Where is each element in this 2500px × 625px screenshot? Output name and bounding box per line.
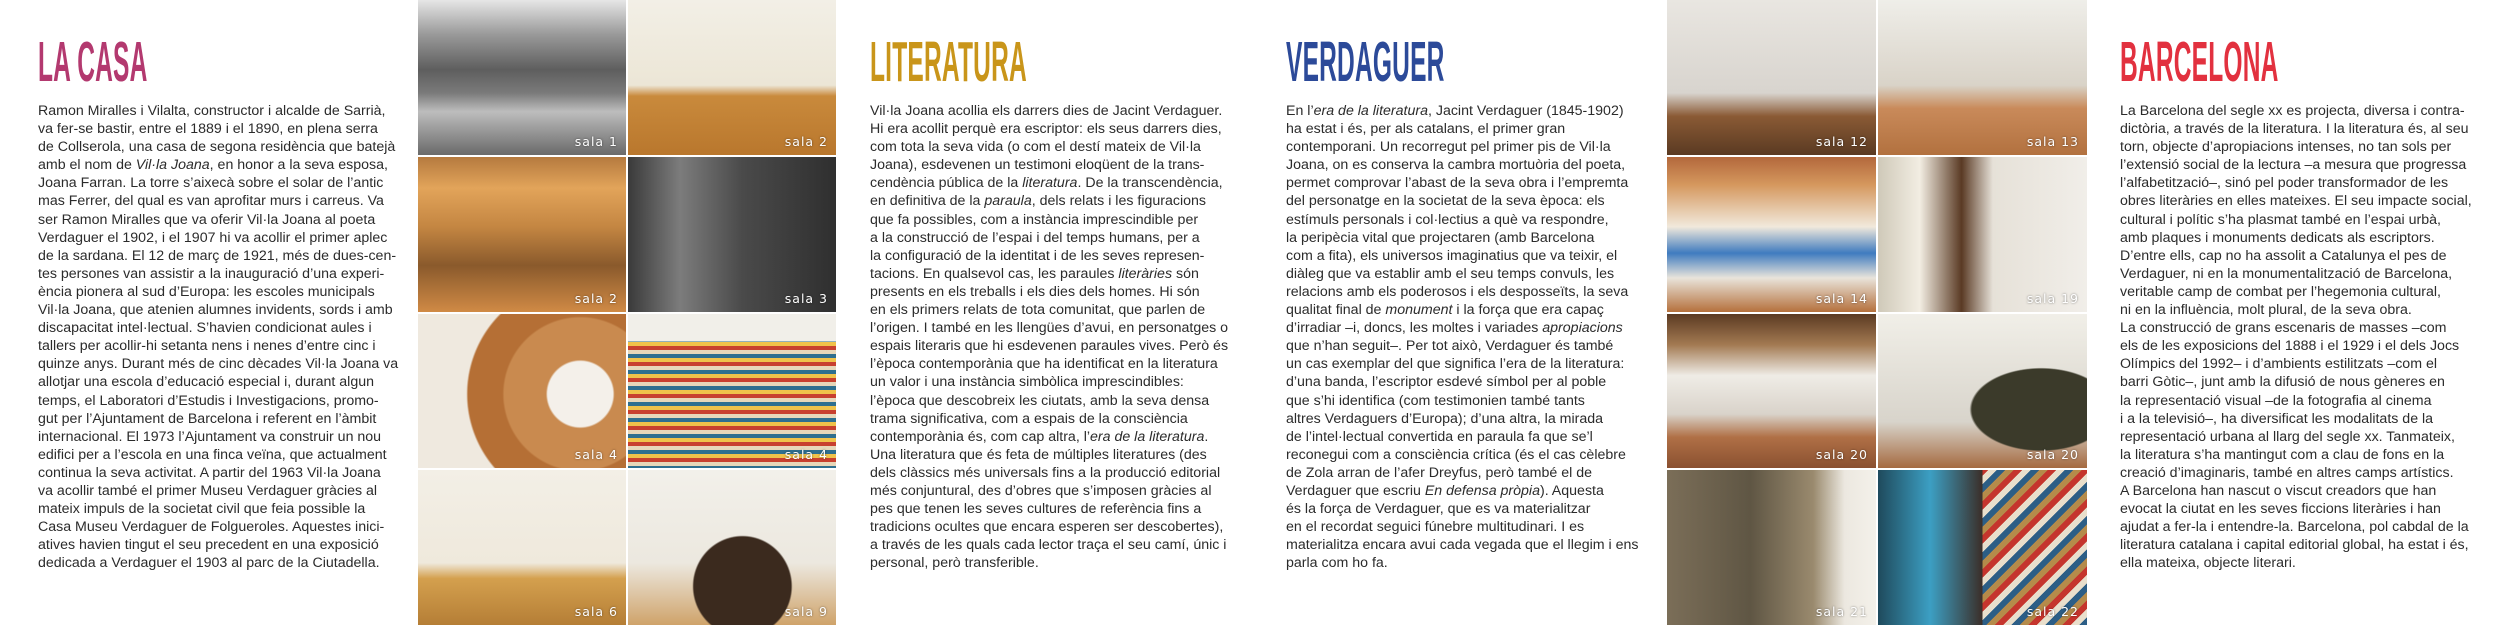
photo-caption: sala 4: [784, 447, 828, 463]
text-segment: obres literàries en elles mateixes. El seu impacte social,: [2120, 193, 2472, 210]
text-segment: tallers per acollir-hi setanta nens i nenes d’entre cinc i: [38, 338, 376, 355]
text-line: [870, 518, 1228, 536]
section-barcelona: [2120, 0, 2495, 625]
section-body: [38, 102, 398, 572]
text-line: [870, 192, 1228, 210]
text-line: [1286, 319, 1639, 337]
photo-caption: sala 22: [2026, 604, 2079, 619]
photo: [628, 470, 836, 625]
photo: [1878, 157, 2087, 312]
photo-caption: sala 12: [1815, 133, 1868, 149]
text-line: [870, 120, 1228, 138]
photo-caption: sala 14: [1815, 290, 1868, 306]
photo: [1878, 0, 2087, 155]
text-segment: quinze anys. Durant més de cinc dècades Vil·la Joana va: [38, 356, 399, 373]
photo-caption: sala 4: [574, 447, 618, 463]
text-line: [2120, 229, 2472, 247]
text-segment: tes persones van assistir a la inauguració d’una experi-: [38, 265, 385, 282]
text-segment: pes que tenen les seves cultures de referència fins a: [870, 501, 1202, 518]
text-segment: en definitiva de la: [870, 193, 985, 210]
text-segment: Olímpics del 1992– i d’ambients estilitzats –com el: [2120, 356, 2437, 373]
text-segment: .: [1204, 428, 1209, 445]
text-segment: A Barcelona han nascut o viscut creadors que han: [2120, 482, 2437, 499]
text-line: [870, 536, 1228, 554]
text-segment: ). Aquesta: [1539, 482, 1604, 499]
text-segment: parla com ho fa.: [1286, 555, 1388, 572]
text-segment: Verdaguer, ni en la monumentalització de Barcelona,: [2120, 265, 2453, 282]
text-line: [1286, 102, 1639, 120]
photo-caption: sala 2: [784, 133, 828, 149]
text-segment: atives havien tingut el seu precedent en una exposició: [38, 537, 379, 554]
text-line: [1286, 283, 1639, 301]
text-line: [2120, 536, 2472, 554]
text-line: [1286, 247, 1639, 265]
photo-caption: sala 2: [574, 290, 618, 306]
text-line: [870, 211, 1228, 229]
text-segment: que s’hi identifica (com testimonien també tants: [1286, 392, 1585, 409]
photo: [1878, 314, 2087, 469]
text-segment: l’origen. I també en les llengües d’avui, en personatges o: [870, 320, 1229, 337]
text-line: [870, 138, 1228, 156]
text-line: [2120, 337, 2472, 355]
text-segment: temps, el Laboratori d’Estudis i Investigacions, promo-: [38, 392, 379, 409]
text-line: [2120, 428, 2472, 446]
italic-text: literatura: [1022, 175, 1078, 192]
text-line: [2120, 102, 2472, 120]
text-line: [870, 392, 1228, 410]
text-segment: d’irradiar –i, doncs, les moltes i variades: [1286, 320, 1543, 337]
text-segment: dels clàssics més universals fins a la producció editorial: [870, 464, 1221, 481]
text-line: [38, 301, 398, 319]
text-segment: Verdaguer que escriu: [1286, 482, 1425, 499]
text-segment: , Jacint Verdaguer (1845-1902): [1427, 103, 1624, 119]
text-line: [38, 229, 398, 247]
text-line: [38, 265, 398, 283]
photo: [1667, 314, 1876, 469]
photo-grid-right: [1667, 0, 2087, 625]
text-segment: evocat la ciutat en les seves ficcions literàries i han: [2120, 501, 2441, 518]
text-line: [1286, 410, 1639, 428]
photo: [418, 470, 626, 625]
photo-grid-left: [418, 0, 836, 625]
text-line: [38, 500, 398, 518]
text-segment: gut per l’Ajuntament de Barcelona i referent en l’àmbit: [38, 410, 377, 427]
text-line: [38, 102, 398, 120]
photo-caption: sala 9: [784, 604, 828, 619]
text-segment: diàleg que va establir amb el seu temps convuls, les: [1286, 265, 1615, 282]
text-line: [2120, 301, 2472, 319]
text-segment: , en honor a la seva esposa,: [209, 157, 388, 174]
text-segment: del personatge en la societat de la seva època: els: [1286, 193, 1605, 210]
text-segment: Joana, on es conserva la cambra mortuòria del poeta,: [1286, 157, 1626, 174]
text-line: [2120, 265, 2472, 283]
text-line: [1286, 337, 1639, 355]
text-line: [1286, 373, 1639, 391]
text-line: [870, 464, 1228, 482]
text-line: [2120, 554, 2472, 572]
text-line: [38, 446, 398, 464]
text-segment: els de les exposicions del 1888 i el 1929 i el dels Jocs: [2120, 338, 2460, 355]
text-line: [2120, 120, 2472, 138]
text-segment: cultural i polític s’ha plasmat també en l’espai urbà,: [2120, 211, 2441, 228]
text-line: [38, 192, 398, 210]
text-segment: D’entre ells, cap no ha assolit a Catalunya el pes de: [2120, 247, 2447, 264]
text-line: [1286, 446, 1639, 464]
text-line: [38, 319, 398, 337]
text-line: [2120, 500, 2472, 518]
text-segment: que fa possibles, com a instància imprescindible per: [870, 211, 1199, 228]
text-segment: amb el nom de: [38, 157, 136, 174]
text-segment: amb plaques i monuments dedicats als escriptors.: [2120, 229, 2435, 246]
text-line: [870, 373, 1228, 391]
text-line: [38, 392, 398, 410]
text-segment: ha estat i és, per als catalans, el primer gran: [1286, 121, 1566, 138]
text-segment: ella mateixa, objecte literari.: [2120, 555, 2296, 572]
text-segment: permet comprovar l’abast de la seva obra i l’empremta: [1286, 175, 1629, 192]
text-segment: En l’: [1286, 103, 1314, 119]
text-segment: Ramon Miralles i Vilalta, constructor i alcalde de Sarrià,: [38, 103, 386, 119]
text-line: [1286, 482, 1639, 500]
text-segment: edifici per a l’escola en una finca veïna, que actualment: [38, 446, 387, 463]
text-segment: Joana Farran. La torre s’aixecà sobre el solar de l’antic: [38, 175, 384, 192]
text-segment: i a la televisió–, ha diversificat les modalitats de la: [2120, 410, 2434, 427]
section-verdaguer: [1286, 0, 1656, 625]
text-segment: presents en els treballs i els dies dels homes. Hi són: [870, 283, 1200, 300]
text-line: [38, 120, 398, 138]
text-segment: qualitat final de: [1286, 302, 1386, 319]
text-segment: tacions. En qualsevol cas, les paraules: [870, 265, 1119, 282]
text-segment: representació urbana al llarg del segle xx. Tanmateix,: [2120, 428, 2455, 445]
text-segment: Vil·la Joana, que atenien alumnes invidents, sords i amb: [38, 302, 393, 319]
text-segment: altres Verdaguers d’Europa); d’una altra, la mirada: [1286, 410, 1604, 427]
text-segment: personal, però transferible.: [870, 555, 1039, 572]
text-line: [2120, 410, 2472, 428]
text-line: [1286, 192, 1639, 210]
text-line: [38, 211, 398, 229]
text-line: [870, 174, 1228, 192]
photo-caption: sala 20: [1815, 447, 1868, 463]
text-segment: un cas exemplar del que significa l’era de la literatura:: [1286, 356, 1625, 373]
photo: [628, 157, 836, 312]
text-segment: cendència pública de la: [870, 175, 1023, 192]
text-line: [2120, 482, 2472, 500]
text-segment: dedicada a Verdaguer el 1903 al parc de la Ciutadella.: [38, 555, 380, 572]
italic-text: paraula: [984, 193, 1032, 210]
text-segment: ajudat a fer-la i entendre-la. Barcelona, pol cabdal de la: [2120, 519, 2469, 536]
text-segment: discapacitat intel·lectual. S’havien condicionat aules i: [38, 320, 372, 337]
photo: [1667, 157, 1876, 312]
text-segment: de l’intel·lectual convertida en paraula fa que se’l: [1286, 428, 1593, 445]
text-segment: contemporània és, com cap altra, l’: [870, 428, 1091, 445]
text-line: [870, 319, 1228, 337]
text-line: [1286, 428, 1639, 446]
section-title: VERDAGUER: [1286, 30, 1445, 94]
text-segment: ni en la influència, molt plural, de la seva obra.: [2120, 302, 2412, 319]
text-line: [38, 337, 398, 355]
text-line: [1286, 536, 1639, 554]
text-segment: va fer-se bastir, entre el 1889 i el 1890, en plena serra: [38, 121, 378, 138]
text-segment: més conjuntural, des d’obres que s’imposen gràcies al: [870, 482, 1212, 499]
text-line: [38, 156, 398, 174]
italic-text: monument: [1385, 302, 1453, 319]
text-line: [38, 355, 398, 373]
text-segment: continua la seva activitat. A partir del 1963 Vil·la Joana: [38, 464, 381, 481]
text-line: [2120, 464, 2472, 482]
section-body: [870, 102, 1228, 572]
text-segment: d’una banda, l’escriptor esdevé símbol per al poble: [1286, 374, 1607, 391]
text-segment: de Collserola, una casa de segona residència que batejà: [38, 139, 396, 156]
text-segment: Joana), esdevenen un testimoni eloqüent de la trans-: [870, 157, 1205, 174]
text-line: [38, 174, 398, 192]
text-line: [38, 482, 398, 500]
text-line: [2120, 392, 2472, 410]
text-line: [38, 247, 398, 265]
text-line: [1286, 265, 1639, 283]
text-segment: mas Ferrer, del qual es van aprofitar murs i carreus. Va: [38, 193, 384, 210]
italic-text: era de la literatura: [1313, 103, 1428, 119]
text-segment: l’extensió social de la lectura –a mesura que progressa: [2120, 157, 2467, 174]
text-segment: internacional. El 1973 l’Ajuntament va construir un nou: [38, 428, 382, 445]
text-segment: . De la transcendència,: [1077, 175, 1223, 192]
text-line: [1286, 301, 1639, 319]
text-line: [1286, 174, 1639, 192]
text-segment: a través de les quals cada lector traça el seu camí, únic i: [870, 537, 1227, 554]
text-line: [870, 446, 1228, 464]
text-line: [1286, 211, 1639, 229]
text-segment: reconegui com a consciència crítica (és el cas cèlebre: [1286, 446, 1626, 463]
text-line: [870, 428, 1228, 446]
text-line: [1286, 355, 1639, 373]
text-line: [1286, 500, 1639, 518]
text-segment: mateix impuls de la societat civil que feia possible la: [38, 501, 366, 518]
text-segment: la literatura s’ha mantingut com a clau de fons en la: [2120, 446, 2445, 463]
text-segment: torn, objecte d’apropiacions intenses, no tan sols per: [2120, 139, 2452, 156]
text-segment: Una literatura que és feta de múltiples literatures (des: [870, 446, 1207, 463]
text-line: [38, 138, 398, 156]
text-line: [2120, 156, 2472, 174]
text-segment: creació d’imaginaris, també en altres camps artístics.: [2120, 464, 2454, 481]
text-line: [1286, 392, 1639, 410]
text-segment: Hi era acollit perquè era escriptor: els seus darrers dies,: [870, 121, 1222, 138]
text-line: [38, 428, 398, 446]
text-line: [870, 482, 1228, 500]
text-line: [1286, 156, 1639, 174]
text-segment: espais literaris que hi esdevenen paraules vives. Però és: [870, 338, 1229, 355]
photo-caption: sala 20: [2026, 447, 2079, 463]
photo-caption: sala 6: [574, 604, 618, 619]
text-line: [870, 410, 1228, 428]
text-segment: va acollir també el primer Museu Verdaguer gràcies al: [38, 482, 378, 499]
text-segment: allotjar una escola d’educació especial i, durant algun: [38, 374, 374, 391]
text-line: [870, 301, 1228, 319]
text-segment: són: [1172, 265, 1199, 282]
text-segment: ència pionera al sud d’Europa: les escoles municipals: [38, 283, 375, 300]
text-line: [38, 536, 398, 554]
text-line: [870, 156, 1228, 174]
text-line: [870, 337, 1228, 355]
text-segment: l’època que descobreix les ciutats, amb la seva densa: [870, 392, 1210, 409]
text-line: [2120, 211, 2472, 229]
photo: [628, 0, 836, 155]
text-line: [1286, 120, 1639, 138]
text-line: [2120, 192, 2472, 210]
text-line: [38, 518, 398, 536]
text-line: [870, 355, 1228, 373]
text-segment: trama significativa, com a espais de la consciència: [870, 410, 1188, 427]
text-segment: estímuls personals i col·lectius a què va respondre,: [1286, 211, 1609, 228]
text-line: [1286, 229, 1639, 247]
text-segment: en els primers relats de tota comunitat, que parlen de: [870, 302, 1206, 319]
text-line: [2120, 138, 2472, 156]
text-line: [1286, 518, 1639, 536]
text-segment: com a fita), els universos imaginatius que va teixir, el: [1286, 247, 1618, 264]
section-body: [1286, 102, 1639, 572]
italic-text: Vil·la Joana: [135, 157, 210, 174]
text-segment: de la sardana. El 12 de març de 1921, més de dues-cen-: [38, 247, 397, 264]
text-segment: com tota la seva vida (o com el destí mateix de Vil·la: [870, 139, 1201, 156]
text-line: [870, 283, 1228, 301]
photo: [1878, 470, 2087, 625]
text-segment: que n’han seguit–. Per tot això, Verdaguer és també: [1286, 338, 1614, 355]
text-segment: , dels relats i les figuracions: [1031, 193, 1206, 210]
text-segment: Casa Museu Verdaguer de Folgueroles. Aquestes inici-: [38, 519, 385, 536]
text-segment: materialitza encara avui cada vegada que el llegim i ens: [1286, 537, 1639, 554]
text-segment: Verdaguer el 1902, i el 1907 hi va acollir el primer aplec: [38, 229, 388, 246]
photo: [628, 314, 836, 469]
text-line: [870, 265, 1228, 283]
photo-caption: sala 1: [574, 133, 618, 149]
text-segment: és la força de Verdaguer, que es va materialitzar: [1286, 501, 1591, 518]
text-line: [2120, 319, 2472, 337]
text-segment: l’alfabetització–, sinó pel poder transformador de les: [2120, 175, 2449, 192]
text-line: [2120, 518, 2472, 536]
photo-caption: sala 13: [2026, 133, 2079, 149]
text-segment: i la força que era capaç: [1452, 302, 1604, 319]
text-line: [2120, 373, 2472, 391]
photo-caption: sala 3: [784, 290, 828, 306]
section-title: BARCELONA: [2120, 30, 2279, 94]
photo: [1667, 0, 1876, 155]
text-line: [1286, 464, 1639, 482]
text-segment: Vil·la Joana acollia els darrers dies de Jacint Verdaguer.: [870, 103, 1223, 119]
text-segment: barri Gòtic–, junt amb la difusió de nous gèneres en: [2120, 374, 2445, 391]
text-segment: en el recordat seguici fúnebre multitudinari. I es: [1286, 519, 1585, 536]
italic-text: apropiacions: [1542, 320, 1623, 337]
text-segment: de Zola arran de l’afer Dreyfus, però també el de: [1286, 464, 1592, 481]
text-segment: literatura catalana i capital editorial global, ha estat i és,: [2120, 537, 2469, 554]
text-line: [2120, 247, 2472, 265]
text-line: [2120, 174, 2472, 192]
text-segment: La Barcelona del segle xx es projecta, diversa i contra-: [2120, 103, 2465, 119]
photo: [418, 314, 626, 469]
section-title: LITERATURA: [870, 30, 1027, 94]
text-segment: La construcció de grans escenaris de masses –com: [2120, 320, 2447, 337]
italic-text: En defensa pròpia: [1424, 482, 1540, 499]
photo: [1667, 470, 1876, 625]
text-line: [1286, 138, 1639, 156]
text-line: [870, 102, 1228, 120]
text-line: [38, 464, 398, 482]
italic-text: era de la literatura: [1090, 428, 1205, 445]
italic-text: literàries: [1118, 265, 1173, 282]
section-literatura: [870, 0, 1270, 625]
text-segment: la representació visual –de la fotografia al cinema: [2120, 392, 2432, 409]
text-line: [2120, 355, 2472, 373]
text-segment: la configuració de la identitat i de les seves represen-: [870, 247, 1205, 264]
photo-caption: sala 19: [2026, 290, 2079, 306]
text-line: [38, 410, 398, 428]
photo: [418, 157, 626, 312]
text-segment: contemporani. Un recorregut pel primer pis de Vil·la: [1286, 139, 1611, 156]
section-title: LA CASA: [38, 30, 148, 94]
photo-caption: sala 21: [1815, 604, 1868, 619]
text-segment: tradicions ocultes que encara esperen ser descobertes),: [870, 519, 1224, 536]
text-segment: la peripècia vital que projectaren (amb Barcelona: [1286, 229, 1595, 246]
text-segment: a la construcció de l’espai i del temps humans, per a: [870, 229, 1200, 246]
text-line: [870, 229, 1228, 247]
photo: [418, 0, 626, 155]
text-line: [2120, 446, 2472, 464]
text-line: [38, 283, 398, 301]
text-line: [38, 373, 398, 391]
text-segment: veritable camp de combat per l’hegemonia cultural,: [2120, 283, 2441, 300]
text-line: [1286, 554, 1639, 572]
section-la-casa: [38, 0, 408, 625]
text-line: [870, 554, 1228, 572]
text-segment: ser Ramon Miralles que va oferir Vil·la Joana al poeta: [38, 211, 376, 228]
text-line: [2120, 283, 2472, 301]
text-segment: l’època contemporània que ha identificat en la literatura: [870, 356, 1218, 373]
text-line: [870, 500, 1228, 518]
text-segment: dictòria, a través de la literatura. I la literatura és, al seu: [2120, 121, 2469, 138]
text-segment: relacions amb els poderosos i els desposseïts, la seva: [1286, 283, 1629, 300]
text-segment: un valor i una instància simbòlica imprescindibles:: [870, 374, 1184, 391]
text-line: [38, 554, 398, 572]
section-body: [2120, 102, 2472, 572]
text-line: [870, 247, 1228, 265]
